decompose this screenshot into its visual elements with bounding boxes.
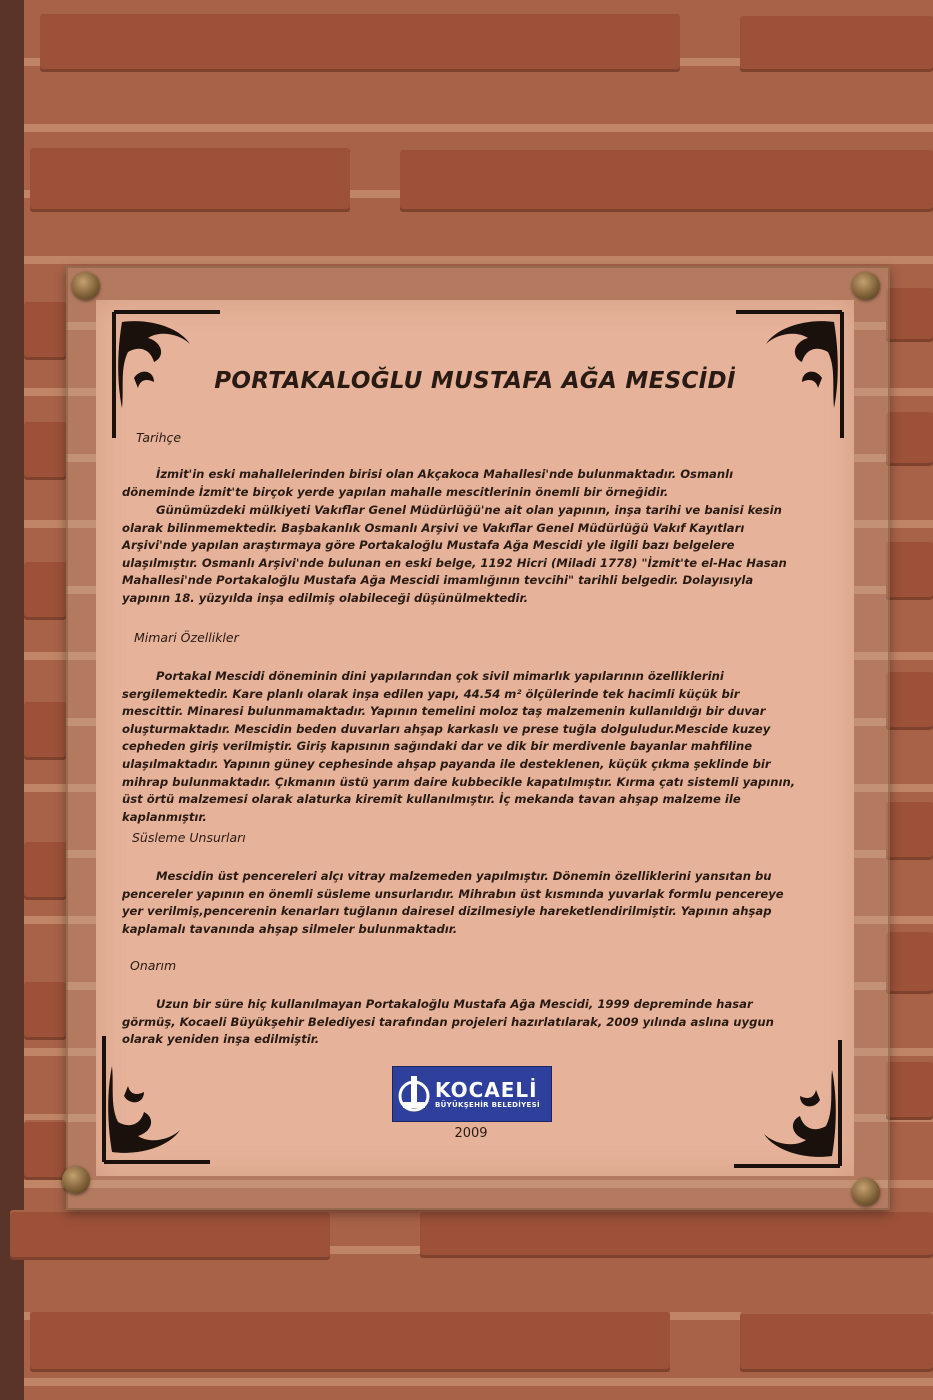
screw-top-right <box>852 272 880 300</box>
section-heading-susleme: Süsleme Unsurları <box>132 830 246 845</box>
paragraph-onarim-1: Uzun bir süre hiç kullanılmayan Portakaloğlu Mustafa Ağa Mescidi, 1999 depreminde hasar görmüş, Kocaeli Büyükşehir Belediyesi tarafından projeleri hazırlatılarak, 2009 yılında aslına uygun olarak yeniden inşa edilmiştir. <box>122 997 774 1047</box>
section-heading-tarihce: Tarihçe <box>136 430 182 445</box>
plaque-title: PORTAKALOĞLU MUSTAFA AĞA MESCİDİ <box>214 368 736 394</box>
section-heading-mimari: Mimari Özellikler <box>134 630 239 645</box>
ornament-bottom-right-icon <box>734 1040 844 1170</box>
screw-bottom-left <box>62 1166 90 1194</box>
section-heading-onarim: Onarım <box>130 958 177 973</box>
ornament-bottom-left-icon <box>100 1036 210 1166</box>
screw-bottom-right <box>852 1178 880 1206</box>
paragraph-mimari-1: Portakal Mescidi döneminin dini yapılarından çok sivil mimarlık yapılarının özelliklerini sergilemektedir. Kare planlı olarak inşa edilen yapı, 44.54 m² ölçülerinde tek hacimli küçük bir mescittir. Minaresi bulunmamaktadır. Yapının temelini moloz taş malzemenin kullanıldığı bir duvar oluşturmaktadır. Mescidin beden duvarları ahşap karkaslı ve prese tuğla dolguludur.Mescide kuzey cepheden giriş verilmiştir. Giriş kapısının sağındaki dar ve dik bir merdivenle bayanlar mahfiline ulaşılmaktadır. Yapının güney cephesinde ahşap payanda ile desteklenen, küçük çıkma şeklinde bir mihrap bulunmaktadır. Çıkmanın üstü yarım daire kubbecikle kapatılmıştır. Kırma çatı sistemli yapının, üst örtü malzemesi olarak alaturka kiremit kullanılmıştır. İç mekanda tavan ahşap malzeme ile kaplanmıştır. <box>122 669 796 824</box>
logo-sub-text: BÜYÜKŞEHİR BELEDİYESİ <box>435 1101 540 1109</box>
paragraph-tarihce-2: Günümüzdeki mülkiyeti Vakıflar Genel Müdürlüğü'ne ait olan yapının, inşa tarihi ve banisi kesin olarak bilinmemektedir. Başbakanlık Osmanlı Arşivi ve Vakıflar Genel Müdürlüğü Vakıf Kayıtları Arşivi'nde yapılan araştırmaya göre Portakaloğlu Mustafa Ağa Mescidi yle ilgili bazı belgelere ulaşılmıştır. Osmanlı Arşivi'nde bulunan en eski belge, 1192 Hicri (Miladi 1778) "İzmit'te el-Hac Hasan Mahallesi'nde Portakaloğlu Mustafa Ağa Mescidi imamlığının tevcihi" tarihli belgedir. Dolayısıyla yapının 18. yüzyılda inşa edilmiş olabileceği düşünülmektedir. <box>122 503 787 605</box>
paragraph-susleme-1: Mescidin üst pencereleri alçı vitray malzemeden yapılmıştır. Dönemin özelliklerini yansıtan bu pencereler yapının en önemli süsleme unsurlarıdır. Mihrabın üst kısmında yuvarlak formlu pencereye yer verilmiş,pencerenin kenarları tuğlanın dairesel dizilmesiyle hareketlendirilmiştir. Yapının ahşap kaplamalı tavanında ahşap silmeler bulunmaktadır. <box>122 869 784 936</box>
kocaeli-logo <box>392 1066 552 1122</box>
plaque-year: 2009 <box>454 1126 488 1141</box>
paragraph-tarihce-1: İzmit'in eski mahallelerinden birisi olan Akçakoca Mahallesi'nde bulunmaktadır. Osmanlı döneminde İzmit'te birçok yerde yapılan mahalle mescitlerinin önemli bir örneğidir. <box>122 467 734 499</box>
kocaeli-emblem-icon <box>397 1072 431 1116</box>
wooden-post <box>0 0 24 1400</box>
screw-top-left <box>72 272 100 300</box>
logo-main-text: KOCAELİ <box>435 1078 538 1102</box>
